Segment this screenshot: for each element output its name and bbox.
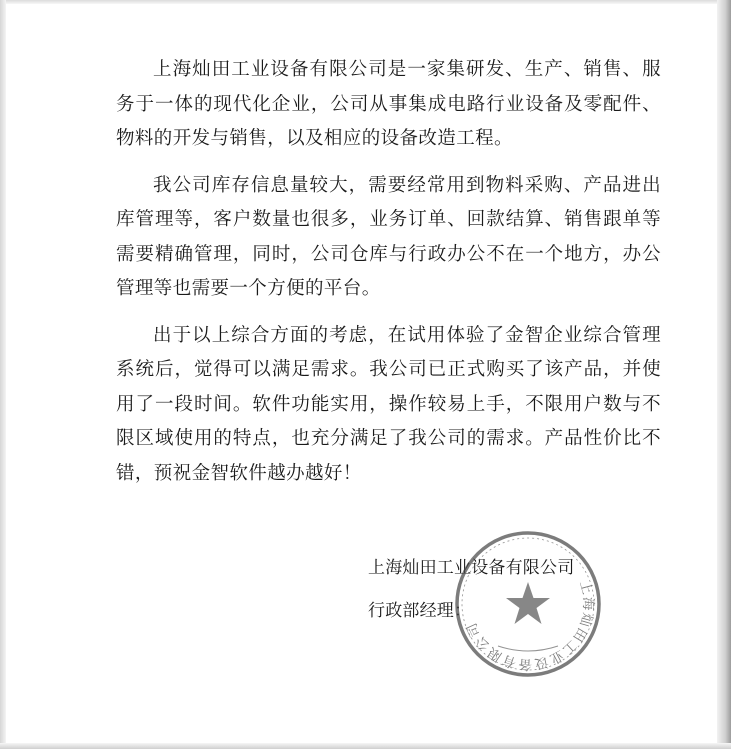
scan-edge-left (0, 0, 6, 749)
seal-star-icon (506, 582, 550, 624)
seal-ring-text (462, 558, 604, 680)
signature-company: 上海灿田工业设备有限公司 (368, 558, 575, 578)
scan-edge-top (0, 0, 731, 4)
signature-title: 行政部经理： (368, 601, 472, 621)
scan-edge-right (717, 0, 731, 749)
letter-paragraph-2: 我公司库存信息量较大，需要经常用到物料采购、产品进出库管理等，客户数量也很多，业务订单、回款结算、销售跟单等需要精确管理，同时，公司仓库与行政办公不在一个地方，办公管理等也需要一个方便的平台。 (116, 174, 661, 299)
scan-edge-bottom (0, 743, 731, 749)
letter-paragraph-3: 出于以上综合方面的考虑，在试用体验了金智企业综合管理系统后，觉得可以满足需求。我公司已正式购买了该产品，并使用了一段时间。软件功能实用，操作较易上手，不限用户数与不限区域使用的特点，也充分满足了我公司的需求。产品性价比不错，预祝金智软件越办越好！ (116, 324, 661, 484)
company-seal-stamp (452, 528, 604, 680)
letter-body (116, 53, 661, 491)
seal-ring-text-path: 上海灿田工业设备有限公司 (463, 578, 597, 673)
letter-paragraph-1: 上海灿田工业设备有限公司是一家集研发、生产、销售、服务于一体的现代化企业，公司从事集成电路行业设备及零配件、物料的开发与销售，以及相应的设备改造工程。 (116, 59, 661, 149)
